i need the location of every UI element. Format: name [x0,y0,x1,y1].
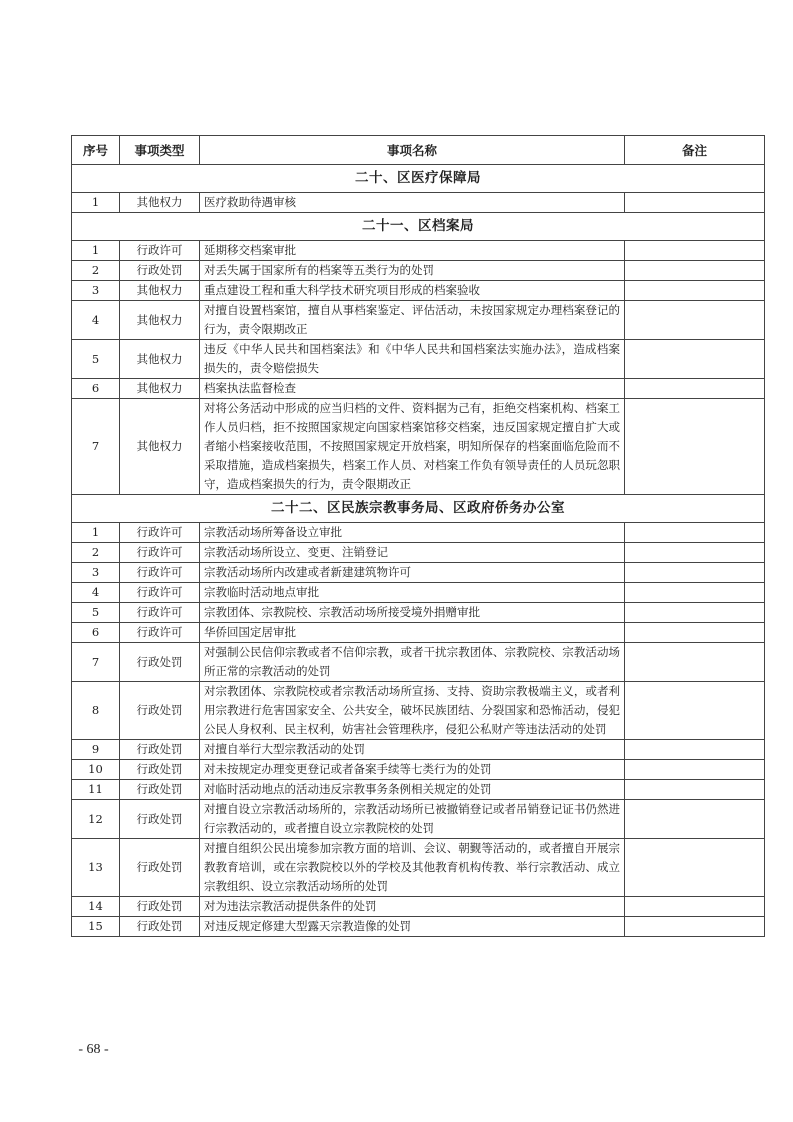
cell-item-name: 对丢失属于国家所有的档案等五类行为的处罚 [200,261,625,281]
cell-serial-number: 4 [72,301,120,340]
cell-item-name: 对擅自设置档案馆，擅自从事档案鉴定、评估活动，未按国家规定办理档案登记的行为，责令限期改正 [200,301,625,340]
cell-serial-number: 14 [72,897,120,917]
cell-remarks [625,740,765,760]
section-title: 二十、区医疗保障局 [72,165,765,193]
cell-remarks [625,780,765,800]
cell-serial-number: 7 [72,643,120,682]
cell-remarks [625,603,765,623]
table-row [72,780,765,800]
table-row [72,760,765,780]
table-row [72,603,765,623]
cell-item-type: 其他权力 [120,340,200,379]
table-row [72,839,765,897]
cell-remarks [625,897,765,917]
cell-item-type: 行政许可 [120,543,200,563]
section-header-row [72,495,765,523]
table-row [72,583,765,603]
cell-remarks [625,261,765,281]
section-header-row [72,165,765,193]
cell-remarks [625,643,765,682]
cell-item-type: 行政处罚 [120,261,200,281]
cell-item-name: 档案执法监督检查 [200,379,625,399]
table-row [72,379,765,399]
cell-item-name: 对宗教团体、宗教院校或者宗教活动场所宣扬、支持、资助宗教极端主义，或者利用宗教进行危害国家安全、公共安全，破坏民族团结、分裂国家和恐怖活动，侵犯公民人身权利、民主权利，妨害社会管理秩序，侵犯公私财产等违法活动的处罚 [200,682,625,740]
cell-item-name: 对将公务活动中形成的应当归档的文件、资料据为己有，拒绝交档案机构、档案工作人员归档，拒不按照国家规定向国家档案馆移交档案，违反国家规定擅自扩大或者缩小档案接收范围，不按照国家规定开放档案，明知所保存的档案面临危险而不采取措施，造成档案损失，档案工作人员、对档案工作负有领导责任的人员玩忽职守，造成档案损失的行为，责令限期改正 [200,399,625,495]
section-title: 二十一、区档案局 [72,213,765,241]
cell-serial-number: 15 [72,917,120,937]
table-row [72,340,765,379]
cell-serial-number: 2 [72,261,120,281]
cell-item-type: 行政许可 [120,583,200,603]
cell-remarks [625,241,765,261]
table-row [72,623,765,643]
table-row [72,399,765,495]
cell-item-name: 华侨回国定居审批 [200,623,625,643]
cell-serial-number: 1 [72,523,120,543]
cell-item-type: 行政许可 [120,241,200,261]
table-row [72,261,765,281]
cell-serial-number: 1 [72,193,120,213]
cell-item-name: 对为违法宗教活动提供条件的处罚 [200,897,625,917]
table-row [72,643,765,682]
cell-remarks [625,543,765,563]
cell-remarks [625,583,765,603]
table-body [72,165,765,937]
cell-remarks [625,682,765,740]
table-row [72,563,765,583]
page-number: - 68 - [78,1042,109,1057]
cell-item-type: 行政处罚 [120,917,200,937]
cell-remarks [625,623,765,643]
cell-remarks [625,281,765,301]
cell-serial-number: 10 [72,760,120,780]
cell-serial-number: 9 [72,740,120,760]
header-serial-number: 序号 [72,136,120,165]
cell-serial-number: 3 [72,281,120,301]
cell-serial-number: 4 [72,583,120,603]
cell-item-type: 行政处罚 [120,643,200,682]
cell-serial-number: 5 [72,603,120,623]
cell-serial-number: 12 [72,800,120,839]
cell-item-type: 其他权力 [120,301,200,340]
cell-item-name: 违反《中华人民共和国档案法》和《中华人民共和国档案法实施办法》，造成档案损失的，责令赔偿损失 [200,340,625,379]
cell-item-name: 对擅自组织公民出境参加宗教方面的培训、会议、朝觐等活动的，或者擅自开展宗教教育培训，或在宗教院校以外的学校及其他教育机构传教、举行宗教活动、成立宗教组织、设立宗教活动场所的处罚 [200,839,625,897]
cell-item-type: 行政处罚 [120,760,200,780]
cell-remarks [625,839,765,897]
cell-item-name: 延期移交档案审批 [200,241,625,261]
cell-item-name: 对临时活动地点的活动违反宗教事务条例相关规定的处罚 [200,780,625,800]
table-row [72,193,765,213]
cell-remarks [625,379,765,399]
header-item-name: 事项名称 [200,136,625,165]
cell-item-name: 宗教活动场所内改建或者新建建筑物许可 [200,563,625,583]
cell-item-type: 其他权力 [120,379,200,399]
cell-serial-number: 8 [72,682,120,740]
cell-item-name: 宗教活动场所筹备设立审批 [200,523,625,543]
cell-serial-number: 11 [72,780,120,800]
cell-item-name: 重点建设工程和重大科学技术研究项目形成的档案验收 [200,281,625,301]
cell-serial-number: 13 [72,839,120,897]
table-row [72,301,765,340]
cell-item-name: 医疗救助待遇审核 [200,193,625,213]
cell-remarks [625,917,765,937]
cell-serial-number: 6 [72,623,120,643]
table-row [72,897,765,917]
cell-serial-number: 5 [72,340,120,379]
cell-remarks [625,340,765,379]
cell-item-name: 宗教活动场所设立、变更、注销登记 [200,543,625,563]
table-row [72,917,765,937]
cell-serial-number: 2 [72,543,120,563]
table-row [72,281,765,301]
cell-serial-number: 1 [72,241,120,261]
header-item-type: 事项类型 [120,136,200,165]
cell-remarks [625,563,765,583]
cell-serial-number: 7 [72,399,120,495]
cell-item-type: 行政处罚 [120,800,200,839]
cell-remarks [625,760,765,780]
power-list-table [71,135,765,937]
cell-serial-number: 3 [72,563,120,583]
cell-item-name: 对擅自设立宗教活动场所的，宗教活动场所已被撤销登记或者吊销登记证书仍然进行宗教活动的，或者擅自设立宗教院校的处罚 [200,800,625,839]
cell-item-type: 行政处罚 [120,897,200,917]
cell-item-name: 宗教临时活动地点审批 [200,583,625,603]
table-row [72,740,765,760]
cell-item-type: 行政许可 [120,563,200,583]
cell-remarks [625,193,765,213]
table-row [72,523,765,543]
cell-item-type: 行政许可 [120,603,200,623]
cell-remarks [625,399,765,495]
table-row [72,800,765,839]
cell-item-type: 行政许可 [120,523,200,543]
cell-item-type: 其他权力 [120,281,200,301]
cell-item-name: 对强制公民信仰宗教或者不信仰宗教，或者干扰宗教团体、宗教院校、宗教活动场所正常的宗教活动的处罚 [200,643,625,682]
cell-item-type: 行政处罚 [120,839,200,897]
cell-item-name: 对擅自举行大型宗教活动的处罚 [200,740,625,760]
table-row [72,241,765,261]
cell-item-name: 对违反规定修建大型露天宗教造像的处罚 [200,917,625,937]
cell-item-type: 行政许可 [120,623,200,643]
cell-remarks [625,523,765,543]
cell-item-name: 宗教团体、宗教院校、宗教活动场所接受境外捐赠审批 [200,603,625,623]
cell-remarks [625,301,765,340]
cell-item-type: 行政处罚 [120,780,200,800]
cell-serial-number: 6 [72,379,120,399]
cell-item-type: 其他权力 [120,193,200,213]
table-row [72,543,765,563]
table-row [72,682,765,740]
cell-item-type: 行政处罚 [120,740,200,760]
section-header-row [72,213,765,241]
table-header-row [72,136,765,165]
cell-item-name: 对未按规定办理变更登记或者备案手续等七类行为的处罚 [200,760,625,780]
section-title: 二十二、区民族宗教事务局、区政府侨务办公室 [72,495,765,523]
cell-item-type: 行政处罚 [120,682,200,740]
cell-item-type: 其他权力 [120,399,200,495]
header-remarks: 备注 [625,136,765,165]
cell-remarks [625,800,765,839]
